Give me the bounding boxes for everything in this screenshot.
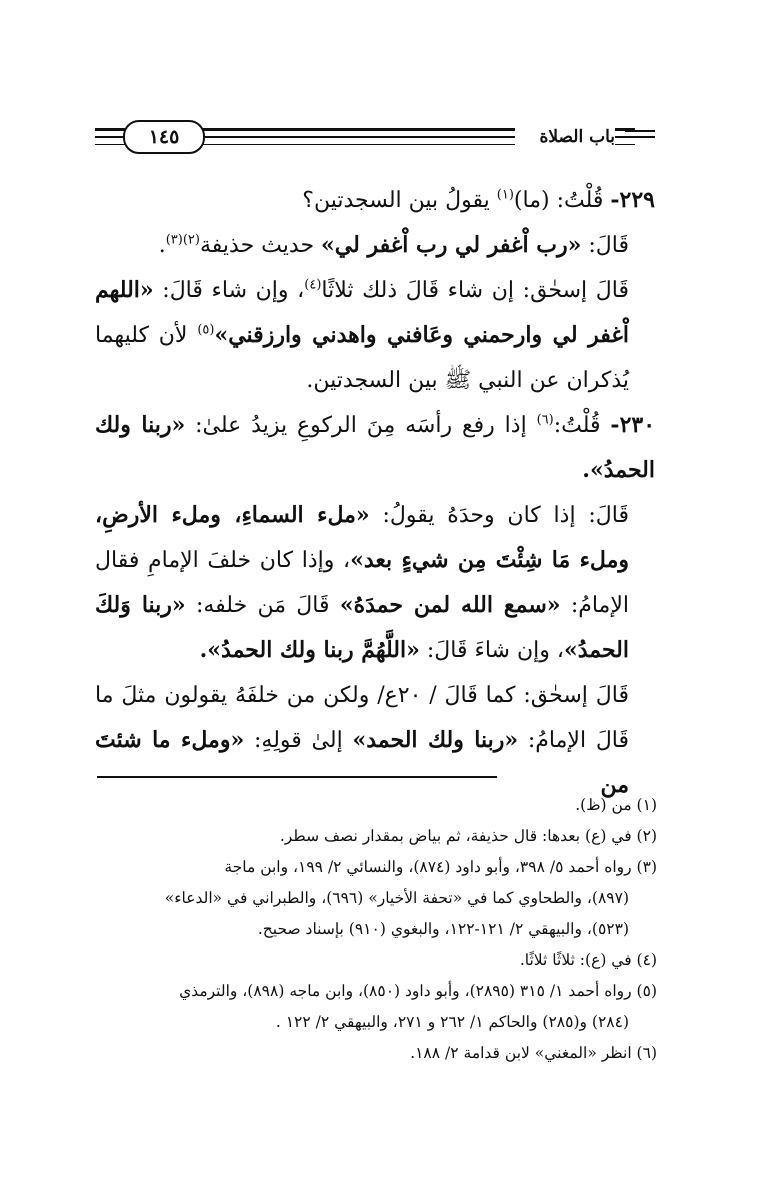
entry-230-answer-2 [95,673,655,808]
footnotes [95,790,657,1069]
footnote: (٥) رواه أحمد ١/ ٣١٥ (٢٨٩٥)، وأبو داود (٨٥٠)، وابن ماجه (٨٩٨)، والترمذي [179,982,657,1000]
answer-text: ، وإذا كان خلفَ الإمامِ فقال الإمامُ: [95,548,629,618]
page-number: ١٤٥ [123,120,205,154]
chapter-title: باب الصلاة [515,122,615,152]
hadith-quote: «سمع الله لمن حمدَهُ» [339,592,561,618]
footnote-continuation: (٨٩٧)، والطحاوي كما في «تحفة الأخيار» (٦٩٦)، والطبراني في «الدعاء» [164,889,629,907]
entry-229-answer-1 [95,223,655,268]
hadith-quote: «ربنا ولك الحمد» [352,727,519,753]
question-text: إذا رفع رأسَه مِنَ الركوعِ يزيدُ علىٰ: [195,413,527,438]
header-ornament [625,130,655,140]
footnote-ref: (١) [496,187,514,203]
answer-text: إلىٰ قولِهِ: [253,728,343,753]
hadith-quote: «وملء ما شئتَ من [95,727,629,798]
answer-text: ، وإن شاءَ قَالَ: [426,638,564,663]
footnote: (٤) في (ع): ثلاثًا ثلاثًا. [519,951,657,969]
footnote-ref: (٤) [304,277,322,293]
hadith-quote: «اللهم اْغفر لي وارحمني وعَافني واهدني وارزقني» [95,277,629,348]
hadith-quote: «ربنا ولك الحمدُ». [95,412,655,483]
answer-text: . [158,233,166,258]
answer-text: لأن كليهما يُذكران عن النبي ﷺ بين السجدتين. [95,323,629,393]
answer-text: إن شاء قَالَ ذلك ثلاثًا [321,278,515,303]
hadith-quote: «ملء السماءِ، وملء الأرضِ، وملء مَا شِئْتَ مِن شيءٍ بعد» [95,502,629,573]
footnote: (٦) انظر «المغني» لابن قدامة ٢/ ١٨٨. [410,1044,657,1062]
said-label: قُلْتُ: [556,188,604,213]
answer-text: قَالَ مَن خلفه: [195,593,330,618]
footnote: (١) من (ظ). [575,796,657,814]
footnote-continuation: (٥٢٣)، والبيهقي ٢/ ١٢١-١٢٢، والبغوي (٩١٠) بإسناد صحيح. [257,920,629,938]
footnote-continuation: (٢٨٤) و(٢٨٥) والحاكم ١/ ٢٦٢ و ٢٧١، والبيهقي ٢/ ١٢٢ . [275,1013,629,1031]
page-header [95,118,655,158]
footnote-ref: (٢)(٣) [165,232,200,248]
answer-text: قَالَ إسحٰق: كما قَالَ / ٢٠ع/ ولكن من خلفَهُ يقولون مثلَ ما قَالَ الإمامُ: [95,683,630,753]
question-text: (ما) [513,188,550,213]
entry-229-question [95,178,655,223]
footnote: (٢) في (ع) بعدها: قال حذيفة، ثم بياض بمقدار نصف سطر. [279,827,657,845]
said-label: قَالَ إسحٰق: [522,278,629,303]
footnote-ref: (٥) [197,322,215,338]
footnote-separator [97,776,497,778]
main-text [95,178,655,808]
answer-text: ، وإن شاء قَالَ: [162,278,305,303]
hadith-quote: «رب اْغفر لي رب اْغفر لي» [321,232,582,258]
entry-230-question [95,403,655,493]
entry-229-answer-2 [95,268,655,403]
answer-text: حديث حذيفة [199,233,315,258]
hadith-quote: «اللَّهُمَّ ربنا ولك الحمدُ». [199,637,420,663]
said-label: قَالَ: [588,233,629,258]
said-label: قُلْتُ: [553,413,601,438]
entry-number: ٢٢٩- [610,187,655,213]
footnote: (٣) رواه أحمد ٥/ ٣٩٨، وأبو داود (٨٧٤)، والنسائي ٢/ ١٩٩، وابن ماجة [224,858,657,876]
answer-text: قَالَ: إذا كان وحدَهُ يقولُ: [382,503,629,528]
question-text: يقولُ بين السجدتين؟ [302,188,490,213]
footnote-ref: (٦) [536,412,554,428]
hadith-quote: «ربنا وَلكَ الحمدُ» [95,592,629,663]
entry-number: ٢٣٠- [610,412,656,438]
entry-230-answer-1 [95,493,655,673]
